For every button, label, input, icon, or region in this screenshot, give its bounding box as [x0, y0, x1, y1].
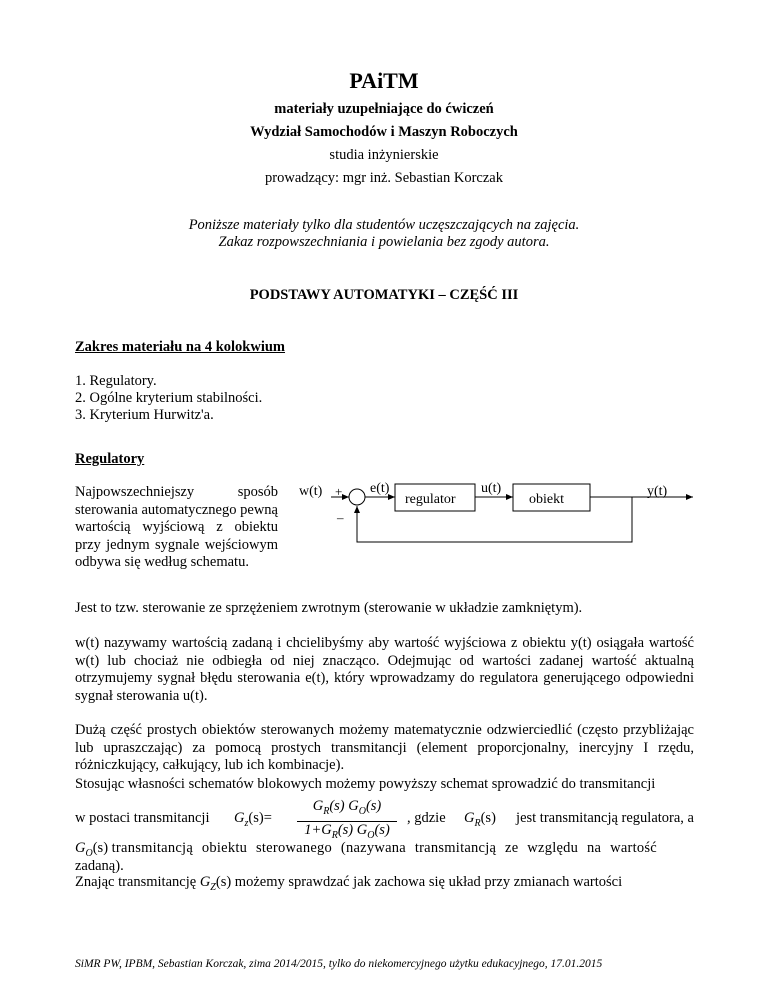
input-label: w(t): [299, 484, 323, 499]
scope-item: 3. Kryterium Hurwitz'a.: [75, 407, 214, 423]
gz-sub2: Z: [210, 881, 216, 893]
num-g: G: [312, 798, 324, 814]
gz-letter: G: [234, 810, 245, 826]
go-arg: (s): [92, 840, 109, 856]
formula-line: [75, 798, 694, 841]
paragraph-definitions: w(t) nazywamy wartością zadaną i chcielibyśmy aby wartość wyjściowa z obiektu y(t) osiągała wartość w(t) lub chociaż nie odbiegła od niej znacząco. Odejmując od wartości zadanej wartość aktualną otrzymujemy sygnał błędu sterowania e(t), który wprowadzamy do regulatora generującego odpowiedni sygnał sterowania u(t).: [75, 635, 694, 704]
subtitle: materiały uzupełniające do ćwiczeń: [274, 101, 494, 117]
error-label: e(t): [370, 481, 390, 496]
go-line2: zadaną).: [75, 858, 124, 874]
den-sub1: R: [331, 829, 338, 841]
gz-description: możemy sprawdzać jak zachowa się układ przy zmianach wartości: [234, 874, 623, 890]
regulator-label: regulator: [405, 492, 456, 507]
gz-line: [75, 874, 694, 896]
num-end: (s): [365, 798, 382, 814]
regulators-heading: Regulatory: [75, 451, 145, 467]
plus-sign: +: [335, 484, 343, 499]
formula-fraction: [297, 798, 397, 844]
formula-arg: (s)=: [248, 810, 272, 826]
den-start: 1+G: [304, 821, 332, 838]
formula-lhs: [234, 810, 272, 829]
go-symbol: [75, 840, 109, 859]
scope-item: 2. Ogólne kryterium stabilności.: [75, 390, 263, 406]
gr-sub: R: [474, 817, 481, 829]
page-title: PAiTM: [349, 68, 419, 93]
feedback-path: [357, 497, 632, 542]
page-footer: SiMR PW, IPBM, Sebastian Korczak, zima 2014/2015, tylko do niekomercyjnego użytku edukacyjnego, 17.01.2015: [75, 958, 603, 970]
formula-prefix: w postaci transmitancji: [75, 810, 210, 826]
instructor: prowadzący: mgr inż. Sebastian Korczak: [265, 170, 503, 186]
studies: studia inżynierskie: [329, 147, 439, 163]
gz-arg: (s): [215, 874, 232, 890]
control-label: u(t): [481, 481, 502, 496]
go-sub: O: [85, 847, 93, 859]
formula-mid-text: , gdzie: [407, 810, 446, 826]
paragraph-block-reduction: Stosując własności schematów blokowych możemy powyższy schemat sprowadzić do transmitancji: [75, 776, 656, 792]
num-mid: (s) G: [329, 798, 359, 814]
gz-letter2: G: [199, 874, 211, 890]
go-description: transmitancją obiektu sterowanego (nazywana transmitancją ze względu na wartość: [111, 840, 657, 856]
minus-sign: –: [337, 510, 344, 525]
gr-letter: G: [464, 810, 475, 826]
formula-numerator: [297, 798, 397, 822]
gr-symbol: [464, 810, 496, 829]
den-sub2: O: [367, 829, 375, 841]
notice-line2: Zakaz rozpowszechniania i powielania bez zgody autora.: [218, 234, 550, 250]
paragraph-feedback: Jest to tzw. sterowanie ze sprzężeniem zwrotnym (sterowanie w układzie zamkniętym).: [75, 600, 583, 616]
den-mid: (s) G: [337, 821, 368, 838]
scope-heading: Zakres materiału na 4 kolokwium: [75, 339, 286, 355]
num-sub2: O: [358, 805, 366, 817]
object-label: obiekt: [529, 492, 564, 507]
regulators-intro: Najpowszechniejszy sposób sterowania automatycznego pewną wartością wyjściową z obiektu przy jednym sygnale wejściowym odbywa się według schematu.: [75, 484, 278, 570]
gz-intro: Znając transmitancję: [75, 874, 197, 890]
scope-item: 1. Regulatory.: [75, 373, 157, 389]
feedback-block-diagram: [295, 478, 700, 553]
output-label: y(t): [647, 484, 668, 499]
go-letter: G: [75, 840, 86, 856]
summing-junction: [349, 489, 365, 505]
section-title: PODSTAWY AUTOMATYKI – CZĘŚĆ III: [249, 287, 519, 303]
gz-sub: z: [244, 817, 249, 829]
faculty: Wydział Samochodów i Maszyn Roboczych: [250, 124, 518, 140]
gz-symbol: [199, 874, 232, 893]
paragraph-transfer-functions: Dużą część prostych obiektów sterowanych możemy matematycznie odzwierciedlić (często przybliżając lub upraszczając) za pomocą prostych transmitancji (element proporcjonalny, inercyjny I rzędu, różniczkujący, całkujący, lub ich kombinacje).: [75, 722, 694, 773]
notice-line1: Poniższe materiały tylko dla studentów uczęszczających na zajęcia.: [188, 217, 580, 233]
formula-end-text: jest transmitancją regulatora, a: [516, 810, 694, 826]
num-sub1: R: [323, 805, 330, 817]
den-end: (s): [374, 821, 390, 838]
gr-arg: (s): [480, 810, 496, 826]
